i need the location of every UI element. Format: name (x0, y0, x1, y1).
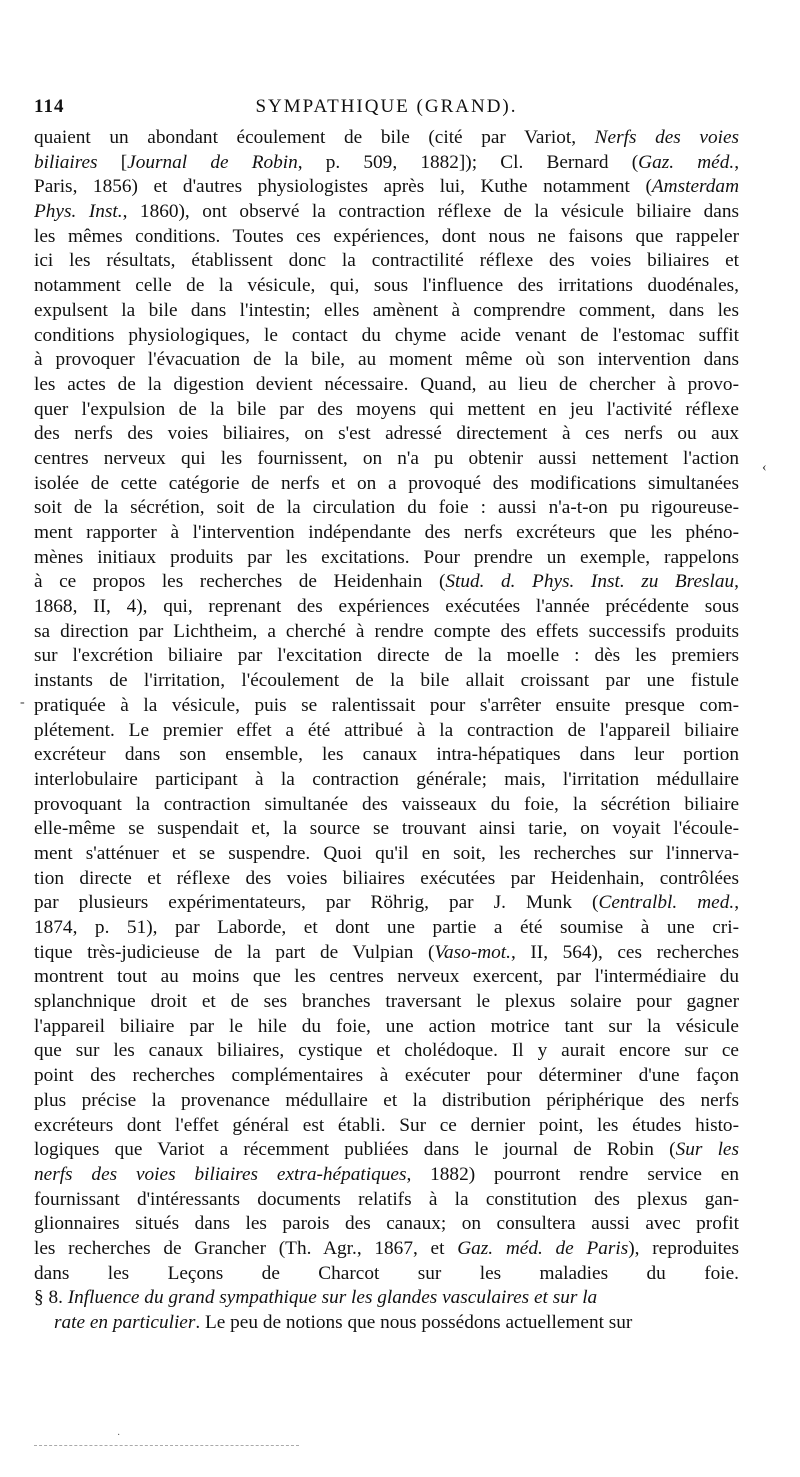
text-line: que sur les canaux biliaires, cystique et cholédoque. Il y aurait encore sur ce (34, 1040, 739, 1062)
text-line: isolée de cette catégorie de nerfs et on a provoqué des modifications simultanées (34, 472, 739, 494)
text-line: Phys. Inst., 1860), ont observé la contraction réflexe de la vésicule biliaire dans (34, 201, 739, 223)
text-line: plétement. Le premier effet a été attribué à la contraction de l'appareil biliaire (34, 719, 739, 741)
text-line: quer l'expulsion de la bile par des moyens qui mettent en jeu l'activité réflexe (34, 398, 739, 420)
text-line: ment s'atténuer et se suspendre. Quoi qu'il en soit, les recherches sur l'innerva- (34, 842, 739, 864)
text-line: provoquant la contraction simultanée des vaisseaux du foie, la sécrétion biliaire (34, 793, 739, 815)
text-line: biliaires [Journal de Robin, p. 509, 1882]); Cl. Bernard (Gaz. méd., (34, 151, 739, 173)
print-speck: · (117, 1430, 121, 1441)
text-line: elle-même se suspendait et, la source se trouvant ainsi tarie, on voyait l'écoule- (34, 818, 739, 840)
text-line: instants de l'irritation, l'écoulement de la bile allait croissant par une fistule (34, 670, 739, 692)
text-line: logiques que Variot a récemment publiées dans le journal de Robin (Sur les (34, 1139, 739, 1161)
text-line: sa direction par Lichtheim, a cherché à rendre compte des effets successifs produits (34, 620, 739, 642)
text-line: interlobulaire participant à la contraction générale; mais, l'irritation médullaire (34, 768, 739, 790)
text-line: l'appareil biliaire par le hile du foie, une action motrice tant sur la vésicule (34, 1015, 739, 1037)
text-line: tique très-judicieuse de la part de Vulpian (Vaso-mot., II, 564), ces recherches (34, 941, 739, 963)
text-line: à ce propos les recherches de Heidenhain (Stud. d. Phys. Inst. zu Breslau, (34, 571, 739, 593)
text-line: dans les Leçons de Charcot sur les maladies du foie. (34, 1262, 739, 1284)
text-line: fournissant d'intéressants documents relatifs à la constitution des plexus gan- (34, 1188, 739, 1210)
running-head: SYMPATHIQUE (GRAND). (255, 96, 518, 117)
body-text (34, 126, 739, 1336)
text-line: nerfs des voies biliaires extra-hépatiques, 1882) pourront rendre service en (34, 1163, 739, 1185)
text-line: mènes initiaux produits par les excitations. Pour prendre un exemple, rappelons (34, 546, 739, 568)
text-line: splanchnique droit et de ses branches traversant le plexus solaire pour gagner (34, 991, 739, 1013)
text-line: ici les résultats, établissent donc la contractilité réflexe des voies biliaires et (34, 250, 739, 272)
text-line: par plusieurs expérimentateurs, par Röhrig, par J. Munk (Centralbl. med., (34, 892, 739, 914)
text-line: montrent tout au moins que les centres nerveux exercent, par l'intermédiaire du (34, 966, 739, 988)
text-line: plus précise la provenance médullaire et la distribution périphérique des nerfs (34, 1089, 739, 1111)
text-line: sur l'excrétion biliaire par l'excitation directe de la moelle : dès les premiers (34, 645, 739, 667)
text-line: excréteur dans son ensemble, les canaux intra-hépatiques dans leur portion (34, 744, 739, 766)
text-line: conditions physiologiques, le contact du chyme acide venant de l'estomac suffit (34, 324, 739, 346)
text-line: à provoquer l'évacuation de la bile, au moment même où son intervention dans (34, 349, 739, 371)
text-line: point des recherches complémentaires à exécuter pour déterminer d'une façon (34, 1065, 739, 1087)
text-line: 1868, II, 4), qui, reprenant des expériences exécutées l'année précédente sous (34, 596, 739, 618)
text-line: les mêmes conditions. Toutes ces expériences, dont nous ne faisons que rappeler (34, 225, 739, 247)
text-line: des nerfs des voies biliaires, on s'est adressé directement à ces nerfs ou aux (34, 423, 739, 445)
text-line: expulsent la bile dans l'intestin; elles amènent à comprendre comment, dans les (34, 299, 739, 321)
text-line: centres nerveux qui les fournissent, on n'a pu obtenir aussi nettement l'action (34, 447, 739, 469)
text-line: tion directe et réflexe des voies biliaires exécutées par Heidenhain, contrôlées (34, 867, 739, 889)
text-line: soit de la sécrétion, soit de la circulation du foie : aussi n'a-t-on pu rigoureuse- (34, 497, 739, 519)
text-line: excréteurs dont l'effet général est établi. Sur ce dernier point, les études histo- (34, 1114, 739, 1136)
text-line: Paris, 1856) et d'autres physiologistes après lui, Kuthe notamment (Amsterdam (34, 176, 739, 198)
margin-mark: - (20, 695, 25, 710)
text-line: quaient un abondant écoulement de bile (cité par Variot, Nerfs des voies (34, 127, 739, 148)
text-line: § 8. Influence du grand sympathique sur les glandes vasculaires et sur la (34, 1287, 598, 1309)
text-line: les actes de la digestion devient nécessaire. Quand, au lieu de chercher à provo- (34, 373, 739, 395)
page-header (34, 96, 739, 126)
text-line: pratiquée à la vésicule, puis se ralentissait pour s'arrêter ensuite presque com- (34, 694, 739, 716)
text-line: les recherches de Grancher (Th. Agr., 1867, et Gaz. méd. de Paris), reproduites (34, 1237, 739, 1259)
text-line: glionnaires situés dans les parois des canaux; on consultera aussi avec profit (34, 1213, 739, 1235)
margin-mark: ‹ (762, 460, 767, 475)
text-line: 1874, p. 51), par Laborde, et dont une partie a été soumise à une cri- (34, 917, 739, 938)
text-line: rate en particulier. Le peu de notions que nous possédons actuellement sur (54, 1312, 633, 1333)
page-number: 114 (34, 96, 65, 117)
text-line: notamment celle de la vésicule, qui, sous l'influence des irritations duodénales, (34, 275, 739, 297)
print-artifact-rule (34, 1445, 299, 1446)
text-line: ment rapporter à l'intervention indépendante des nerfs excréteurs que les phéno- (34, 522, 739, 543)
